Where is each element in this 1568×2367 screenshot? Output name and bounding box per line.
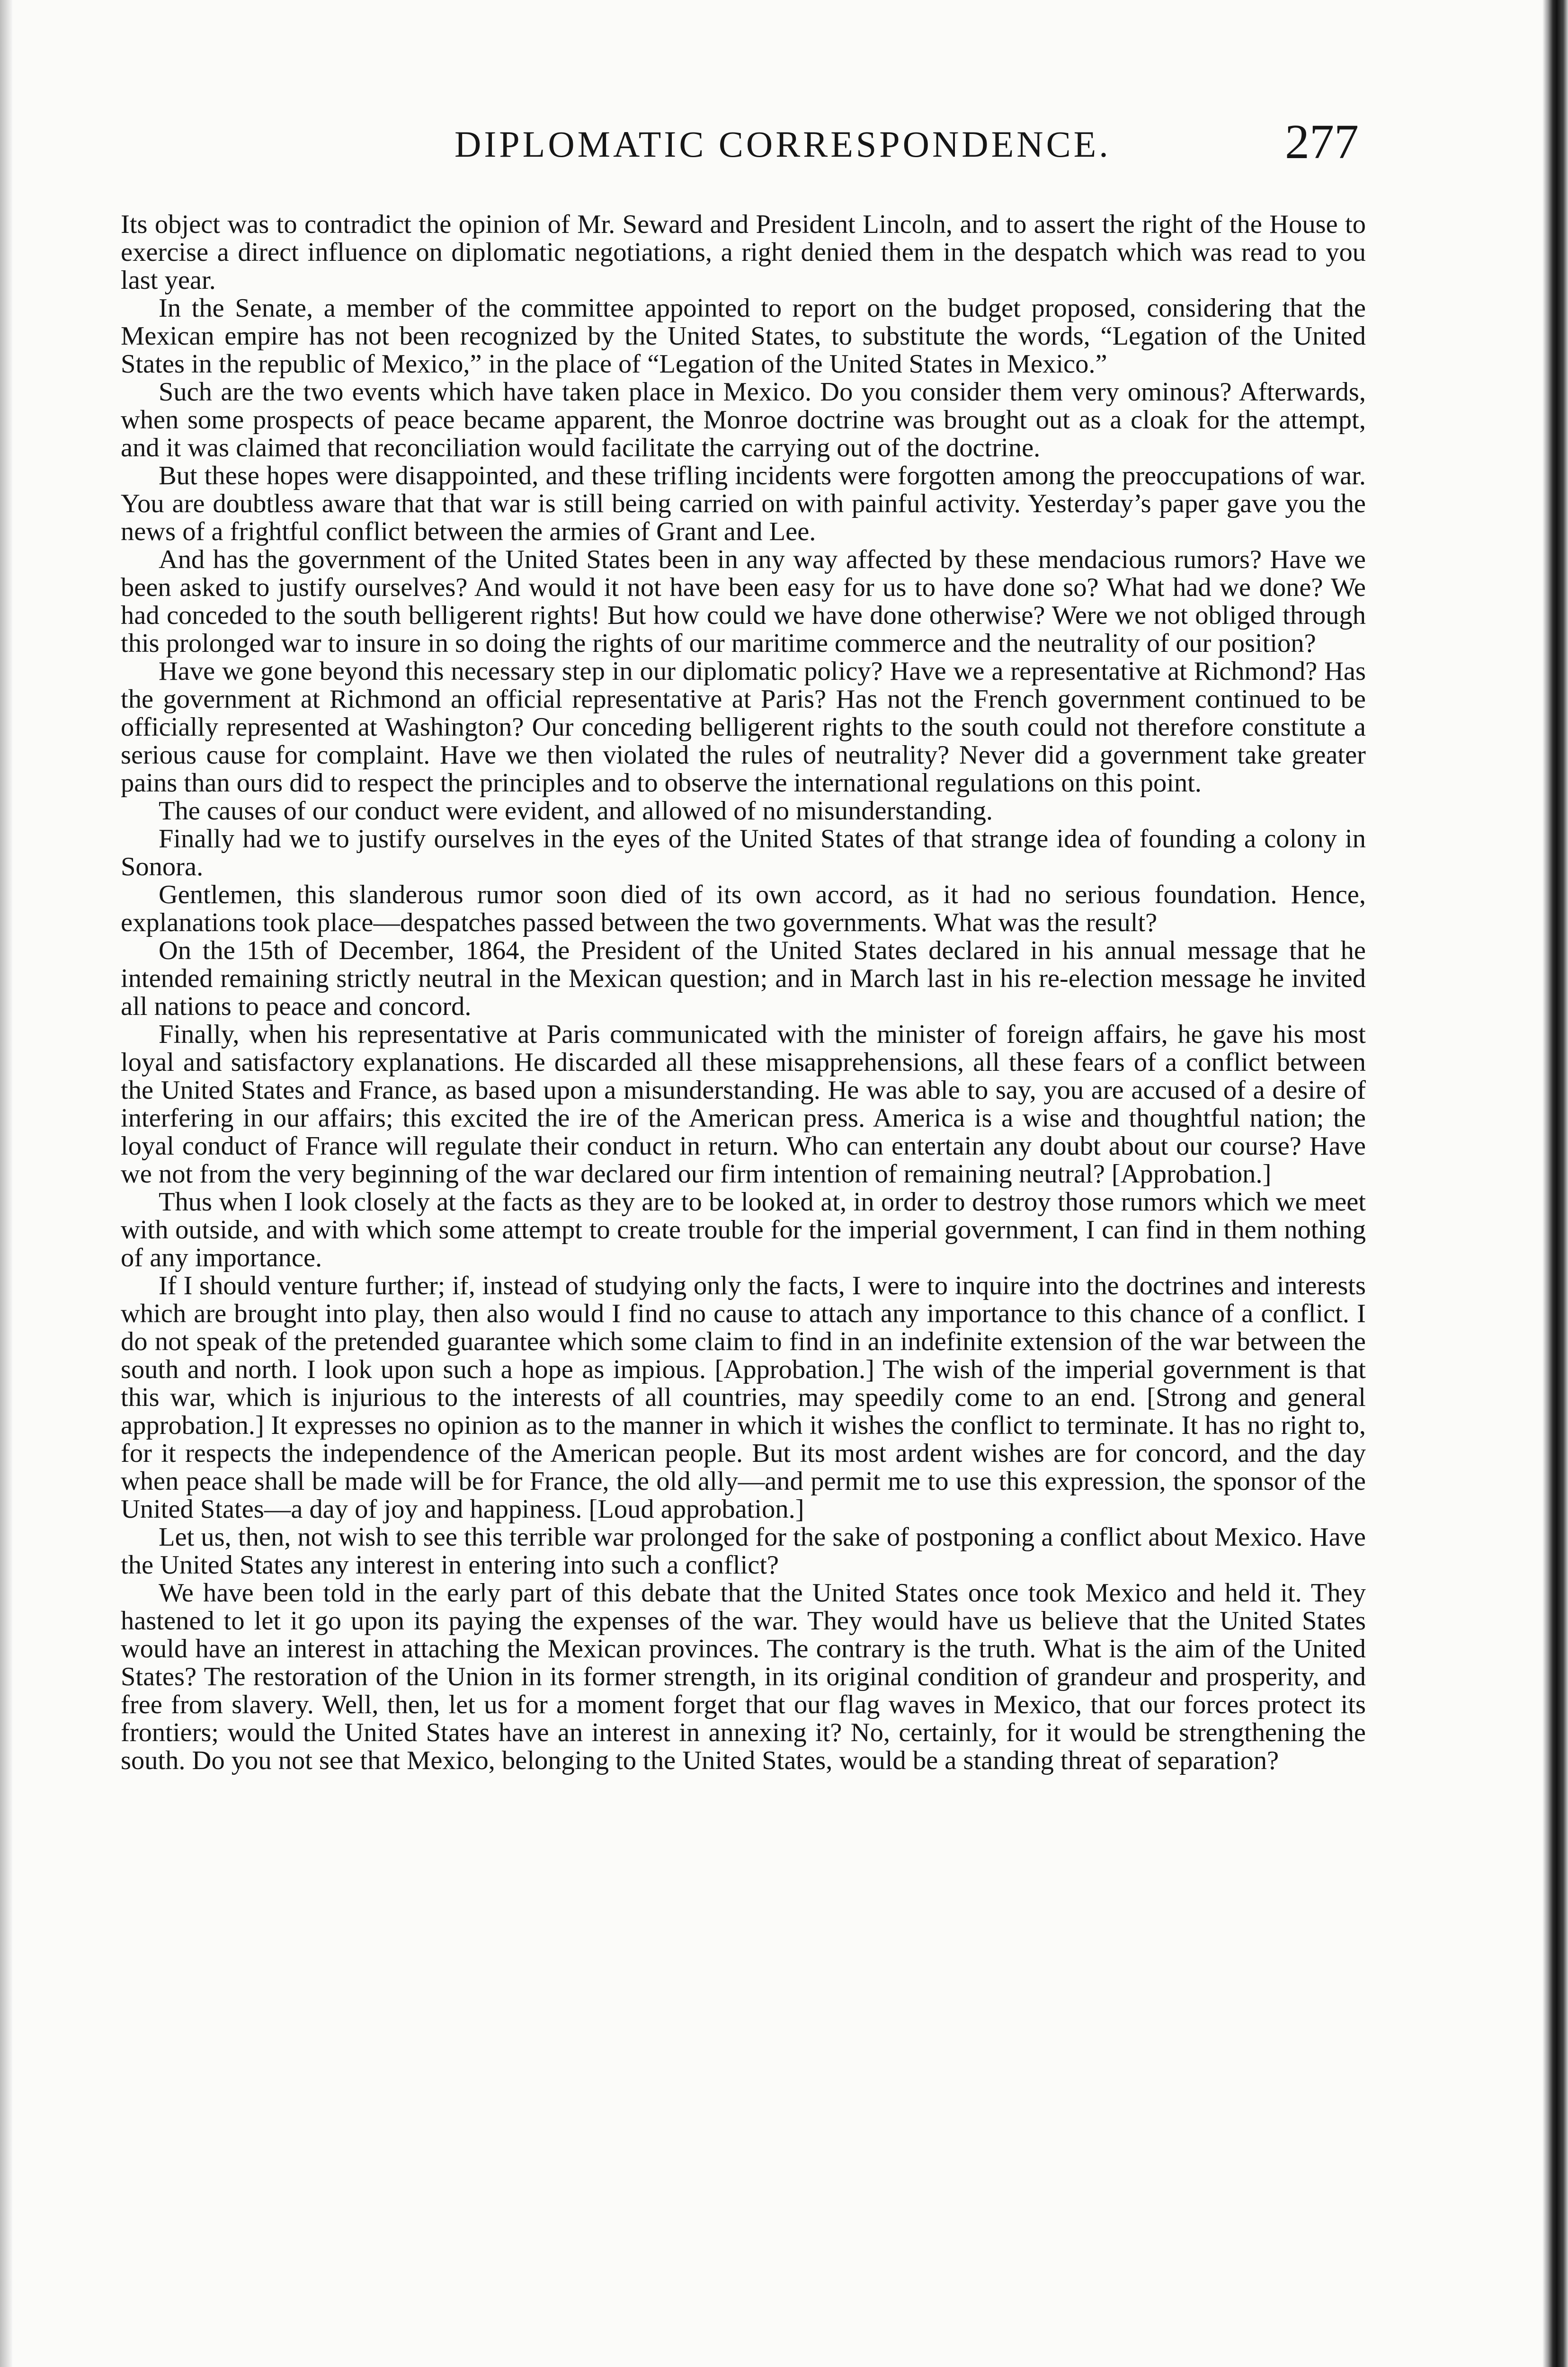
paragraph-12: Thus when I look closely at the facts as they are to be looked at, in order to destroy those rumors which we meet with outside, and with which some attempt to create trouble for the imperial government, I can find in them nothing of any importance. xyxy=(121,1187,1366,1272)
paragraph-6: Have we gone beyond this necessary step in our diplomatic policy? Have we a representative at Richmond? Has the government at Richmond an official representative at Paris? Has not the French government continued to be officially represented at Washington? Our conceding belligerent rights to the south could not therefore constitute a serious cause for complaint. Have we then violated the rules of neutrality? Never did a government take greater pains than ours did to respect the principles and to observe the international regulations on this point. xyxy=(121,657,1366,798)
body-text xyxy=(121,211,1366,1775)
page-left-edge-shadow xyxy=(0,0,12,2367)
paragraph-4: But these hopes were disappointed, and these trifling incidents were forgotten among the preoccupations of war. You are doubtless aware that that war is still being carried on with painful activity. Yesterday’s paper gave you the news of a frightful conflict between the armies of Grant and Lee. xyxy=(121,461,1366,546)
running-title: DIPLOMATIC CORRESPONDENCE. xyxy=(454,124,1111,165)
page-binding-edge xyxy=(1542,0,1568,2367)
paragraph-3: Such are the two events which have taken place in Mexico. Do you consider them very ominous? Afterwards, when some prospects of peace became apparent, the Monroe doctrine was brought out as a cloak for the attempt, and it was claimed that reconciliation would facilitate the carrying out of the doctrine. xyxy=(121,377,1366,463)
paragraph-8: Finally had we to justify ourselves in the eyes of the United States of that strange idea of founding a colony in Sonora. xyxy=(121,824,1366,881)
paragraph-14: Let us, then, not wish to see this terrible war prolonged for the sake of postponing a conflict about Mexico. Have the United States any interest in entering into such a conflict? xyxy=(121,1522,1366,1580)
paragraph-13: If I should venture further; if, instead of studying only the facts, I were to inquire into the doctrines and interests which are brought into play, then also would I find no cause to attach any importance to this chance of a conflict. I do not speak of the pretended guarantee which some claim to find in an indefinite extension of the war between the south and north. I look upon such a hope as impious. [Approbation.] The wish of the imperial government is that this war, which is injurious to the interests of all countries, may speedily come to an end. [Strong and general approbation.] It expresses no opinion as to the manner in which it wishes the conflict to terminate. It has no right to, for it respects the independence of the American people. But its most ardent wishes are for concord, and the day when peace shall be made will be for France, the old ally—and permit me to use this expression, the sponsor of the United States—a day of joy and happiness. [Loud approbation.] xyxy=(121,1271,1366,1524)
page-number: 277 xyxy=(1285,115,1359,169)
paragraph-7: The causes of our conduct were evident, and allowed of no misunderstanding. xyxy=(159,796,993,826)
paragraph-11: Finally, when his representative at Paris communicated with the minister of foreign affairs, he gave his most loyal and satisfactory explanations. He discarded all these misapprehensions, all these fears of a conflict between the United States and France, as based upon a misunderstanding. He was able to say, you are accused of a desire of interfering in our affairs; this excited the ire of the American press. America is a wise and thoughtful nation; the loyal conduct of France will regulate their conduct in return. Who can entertain any doubt about our course? Have we not from the very beginning of the war declared our firm intention of remaining neutral? [Approbation.] xyxy=(121,1020,1366,1189)
paragraph-15: We have been told in the early part of this debate that the United States once took Mexico and held it. They hastened to let it go upon its paying the expenses of the war. They would have us believe that the United States would have an interest in attaching the Mexican provinces. The contrary is the truth. What is the aim of the United States? The restoration of the Union in its former strength, in its original condition of grandeur and prosperity, and free from slavery. Well, then, let us for a moment forget that our flag waves in Mexico, that our forces protect its frontiers; would the United States have an interest in annexing it? No, certainly, for it would be strengthening the south. Do you not see that Mexico, belonging to the United States, would be a standing threat of separation? xyxy=(121,1578,1366,1775)
paragraph-2: In the Senate, a member of the committee appointed to report on the budget proposed, considering that the Mexican empire has not been recognized by the United States, to substitute the words, “Legation of the United States in the republic of Mexico,” in the place of “Legation of the United States in Mexico.” xyxy=(121,294,1366,379)
paragraph-9: Gentlemen, this slanderous rumor soon died of its own accord, as it had no serious foundation. Hence, explanations took place—despatches passed between the two governments. What was the result? xyxy=(121,880,1366,937)
paragraph-10: On the 15th of December, 1864, the President of the United States declared in his annual message that he intended remaining strictly neutral in the Mexican question; and in March last in his re-election message he invited all nations to peace and concord. xyxy=(121,936,1366,1021)
running-head xyxy=(123,114,1359,175)
paragraph-5: And has the government of the United States been in any way affected by these mendacious rumors? Have we been asked to justify ourselves? And would it not have been easy for us to have done so? What had we done? We had conceded to the south belligerent rights! But how could we have done otherwise? Were we not obliged through this prolonged war to insure in so doing the rights of our maritime commerce and the neutrality of our position? xyxy=(121,545,1366,658)
paragraph-1: Its object was to contradict the opinion of Mr. Seward and President Lincoln, and to assert the right of the House to exercise a direct influence on diplomatic negotiations, a right denied them in the despatch which was read to you last year. xyxy=(121,210,1366,295)
